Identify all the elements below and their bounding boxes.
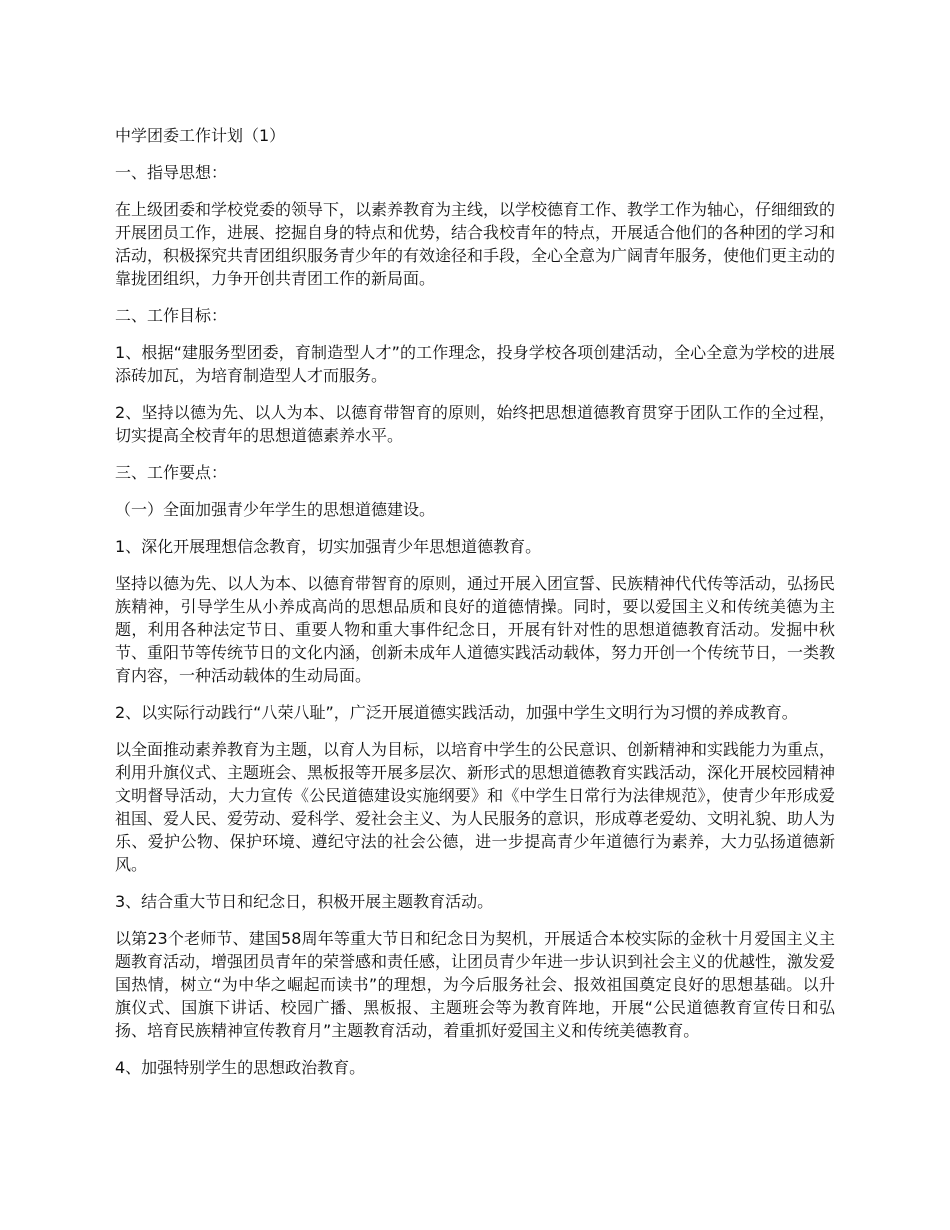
section-heading-guiding-ideology: 一、指导思想：: [115, 163, 228, 182]
point-3-heading: 3、结合重大节日和纪念日，积极开展主题教育活动。: [115, 892, 494, 911]
paragraph-goal-1: 1、根据“建服务型团委，育制造型人才”的工作理念，投身学校各项创建活动，全心全意为学校的进展添砖加瓦，为培育制造型人才而服务。: [115, 343, 835, 385]
paragraph-guiding-ideology: 在上级团委和学校党委的领导下，以素养教育为主线，以学校德育工作、教学工作为轴心，仔细细致的开展团员工作，进展、挖掘自身的特点和优势，结合我校青年的特点，开展适合他们的各种团的学习和活动，积极探究共青团组织服务青少年的有效途径和手段，全心全意为广阔青年服务，使他们更主动的靠拢团组织，力争开创共青团工作的新局面。: [115, 200, 836, 288]
point-3-body: 以第23个老师节、建国58周年等重大节日和纪念日为契机，开展适合本校实际的金秋十月爱国主义主题教育活动，增强团员青年的荣誉感和责任感，让团员青少年进一步认识到社会主义的优越性，激发爱国热情，树立“为中华之崛起而读书”的理想，为今后服务社会、报效祖国奠定良好的思想基础。以升旗仪式、国旗下讲话、校园广播、黑板报、主题班会等为教育阵地，开展“公民道德教育宣传日和弘扬、培育民族精神宣传教育月”主题教育活动，着重抓好爱国主义和传统美德教育。: [115, 929, 836, 1040]
subheading-moral-construction: （一）全面加强青少年学生的思想道德建设。: [115, 500, 436, 519]
section-heading-work-points: 三、工作要点：: [115, 463, 228, 482]
document-title: 中学团委工作计划（1）: [115, 126, 286, 145]
section-heading-work-goals: 二、工作目标：: [115, 306, 228, 325]
point-4-heading: 4、加强特别学生的思想政治教育。: [115, 1058, 366, 1077]
point-1-heading: 1、深化开展理想信念教育，切实加强青少年思想道德教育。: [115, 537, 542, 556]
document-body: [115, 124, 835, 1093]
point-2-body: 以全面推动素养教育为主题，以育人为目标，以培育中学生的公民意识、创新精神和实践能力为重点，利用升旗仪式、主题班会、黑板报等开展多层次、新形式的思想道德教育实践活动，深化开展校园精神文明督导活动，大力宣传《公民道德建设实施纲要》和《中学生日常行为法律规范》，使青少年形成爱祖国、爱人民、爱劳动、爱科学、爱社会主义、为人民服务的意识，形成尊老爱幼、文明礼貌、助人为乐、爱护公物、保护环境、遵纪守法的社会公德，进一步提高青少年道德行为素养，大力弘扬道德新风。: [115, 740, 836, 874]
point-2-heading: 2、以实际行动践行“八荣八耻”，广泛开展道德实践活动，加强中学生文明行为习惯的养成教育。: [115, 703, 798, 722]
paragraph-goal-2: 2、坚持以德为先、以人为本、以德育带智育的原则，始终把思想道德教育贯穿于团队工作的全过程，切实提高全校青年的思想道德素养水平。: [115, 403, 835, 445]
point-1-body: 坚持以德为先、以人为本、以德育带智育的原则，通过开展入团宣誓、民族精神代代传等活动，弘扬民族精神，引导学生从小养成高尚的思想品质和良好的道德情操。同时，要以爱国主义和传统美德为主题，利用各种法定节日、重要人物和重大事件纪念日，开展有针对性的思想道德教育活动。发掘中秋节、重阳节等传统节日的文化内涵，创新未成年人道德实践活动载体，努力开创一个传统节日，一类教育内容，一种活动载体的生动局面。: [115, 574, 836, 685]
